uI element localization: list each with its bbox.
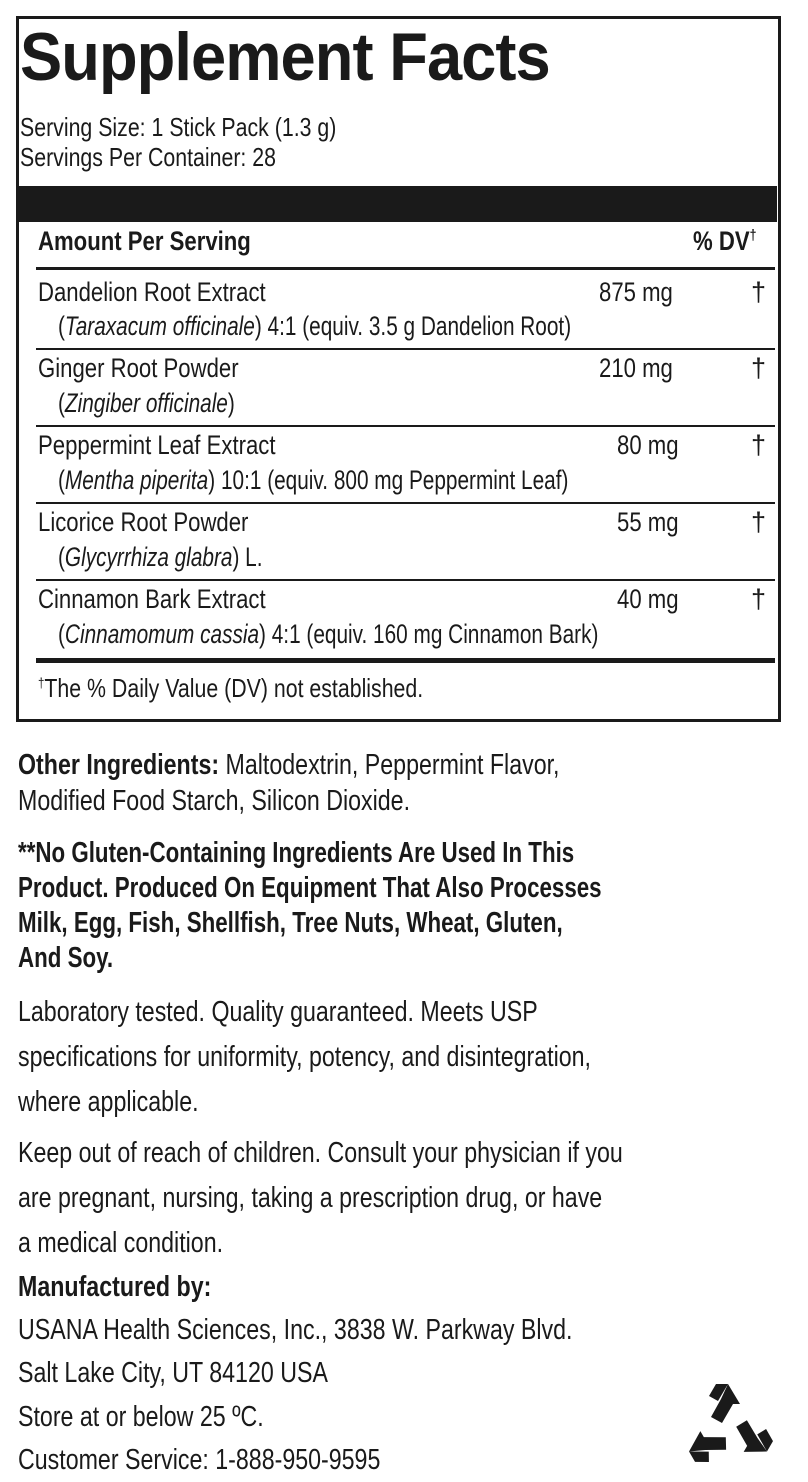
ingredient-amount: 40 mg bbox=[617, 584, 679, 614]
other-ingredients: Other Ingredients: Maltodextrin, Peppermint Flavor, Modified Food Starch, Silicon Dioxide. bbox=[18, 749, 560, 817]
ingredient-dv: † bbox=[751, 507, 767, 537]
ingredient-detail: (Glycyrrhiza glabra) L. bbox=[58, 542, 263, 572]
thick-divider bbox=[18, 186, 777, 222]
ingredient-name: Licorice Root Powder bbox=[38, 507, 249, 537]
serving-size: Serving Size: 1 Stick Pack (1.3 g) bbox=[20, 112, 337, 142]
ingredient-detail: (Mentha piperita) 10:1 (equiv. 800 mg Peppermint Leaf) bbox=[58, 465, 569, 495]
servings-per-container: Servings Per Container: 28 bbox=[20, 142, 276, 172]
divider bbox=[36, 348, 775, 350]
ingredient-amount: 80 mg bbox=[617, 430, 679, 460]
divider bbox=[36, 502, 775, 504]
amount-per-serving-header: Amount Per Serving bbox=[38, 226, 251, 256]
ingredient-dv: † bbox=[751, 430, 767, 460]
ingredient-detail: (Cinnamomum cassia) 4:1 (equiv. 160 mg Cinnamon Bark) bbox=[58, 619, 599, 649]
daily-value-header: % DV† bbox=[693, 226, 757, 256]
storage-instructions: Store at or below 25 ºC. bbox=[18, 1401, 264, 1433]
ingredient-amount: 55 mg bbox=[617, 507, 679, 537]
ingredient-detail: (Taraxacum officinale) 4:1 (equiv. 3.5 g Dandelion Root) bbox=[58, 311, 572, 341]
ingredient-name: Dandelion Root Extract bbox=[38, 277, 266, 307]
ingredient-detail: (Zingiber officinale) bbox=[58, 388, 235, 418]
ingredient-name: Cinnamon Bark Extract bbox=[38, 584, 266, 614]
divider bbox=[36, 579, 775, 581]
allergen-statement: **No Gluten-Containing Ingredients Are Used In This Product. Produced On Equipment That Also Processes Milk, Egg, Fish, Shellfish, Tree Nuts, Wheat, Gluten, And Soy. bbox=[18, 837, 602, 974]
ingredient-amount: 875 mg bbox=[599, 277, 673, 307]
quality-statement: Laboratory tested. Quality guaranteed. Meets USP specifications for uniformity, potency, and disintegration, where applicable. bbox=[18, 996, 591, 1118]
divider-thick bbox=[36, 658, 775, 663]
recycle-icon bbox=[678, 1374, 778, 1474]
ingredient-amount: 210 mg bbox=[599, 353, 673, 383]
ingredient-name: Ginger Root Powder bbox=[38, 353, 239, 383]
ingredient-name: Peppermint Leaf Extract bbox=[38, 430, 276, 460]
facts-title: Supplement Facts bbox=[20, 19, 550, 95]
daily-value-footnote: †The % Daily Value (DV) not established. bbox=[38, 673, 424, 703]
divider bbox=[36, 267, 775, 270]
customer-service: Customer Service: 1-888-950-9595 bbox=[18, 1444, 381, 1476]
ingredient-dv: † bbox=[751, 277, 767, 307]
ingredient-dv: † bbox=[751, 353, 767, 383]
divider bbox=[36, 425, 775, 427]
ingredient-dv: † bbox=[751, 584, 767, 614]
warning-statement: Keep out of reach of children. Consult your physician if you are pregnant, nursing, taking a prescription drug, or have a medical condition. bbox=[18, 1137, 623, 1259]
manufacturer-info: Manufactured by: USANA Health Sciences, Inc., 3838 W. Parkway Blvd. Salt Lake City, UT 84120 USA bbox=[18, 1271, 573, 1389]
